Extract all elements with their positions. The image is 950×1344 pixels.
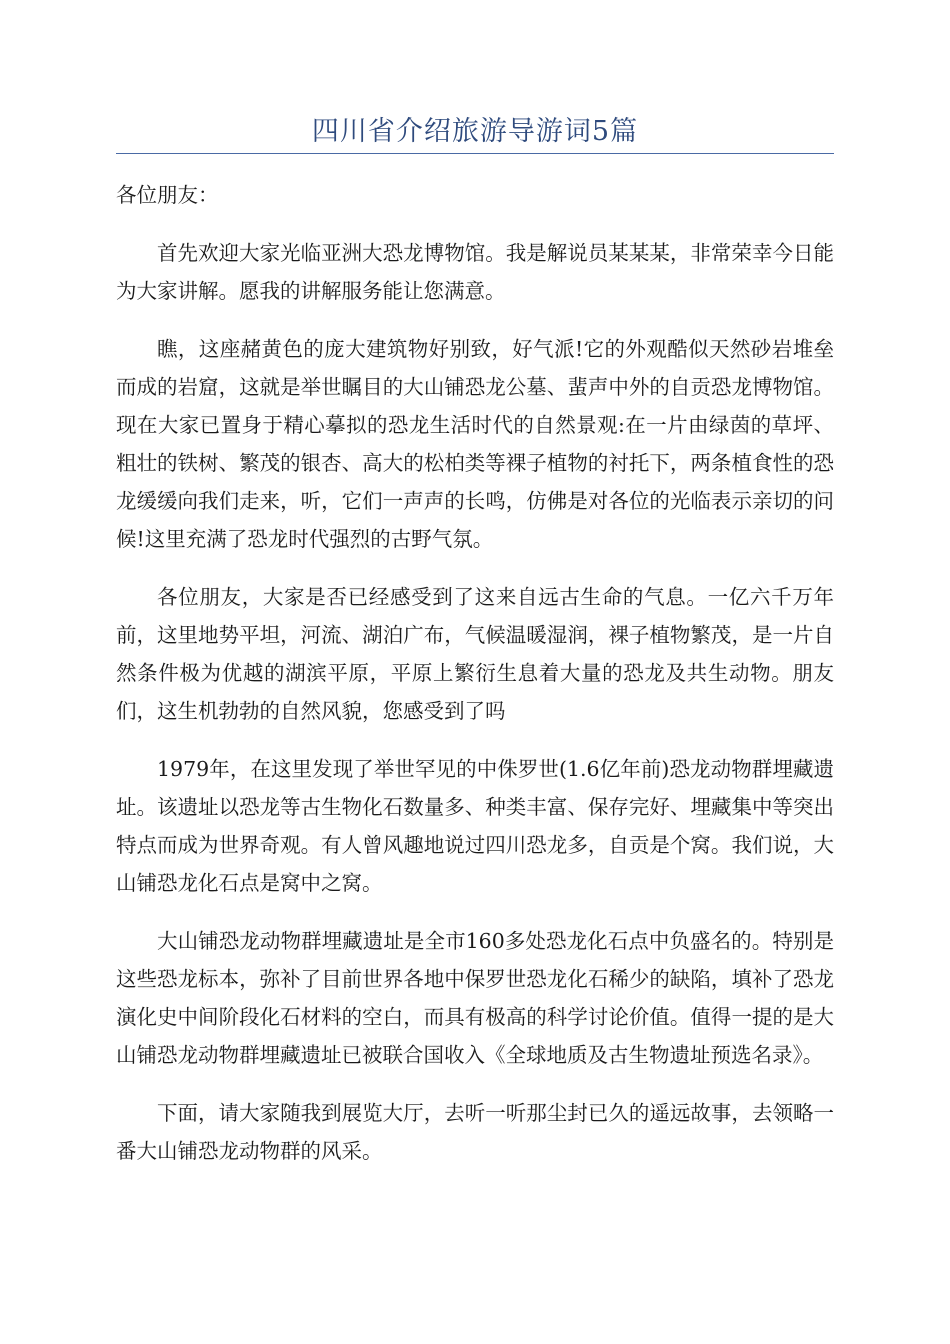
paragraph-discovery-1979: 1979年，在这里发现了举世罕见的中侏罗世(1.6亿年前)恐龙动物群埋藏遗址。该遗址以恐龙等古生物化石数量多、种类丰富、保存完好、埋藏集中等突出特点而成为世界奇观。有人曾风趣地说过四川恐龙多，自贡是个窝。我们说，大山铺恐龙化石点是窝中之窝。 xyxy=(116,757,834,895)
document-body xyxy=(116,176,834,1190)
greeting: 各位朋友： xyxy=(116,183,219,207)
document-title: 四川省介绍旅游导游词5篇 xyxy=(311,116,639,147)
title-underline xyxy=(116,153,834,154)
paragraph-scientific-value: 大山铺恐龙动物群埋藏遗址是全市160多处恐龙化石点中负盛名的。特别是这些恐龙标本，弥补了目前世界各地中保罗世恐龙化石稀少的缺陷，填补了恐龙演化史中间阶段化石材料的空白，而具有极高的科学讨论价值。值得一提的是大山铺恐龙动物群埋藏遗址已被联合国收入《全球地质及古生物遗址预选名录》。 xyxy=(116,929,834,1067)
paragraph-ancient-environment: 各位朋友，大家是否已经感受到了这来自远古生命的气息。一亿六千万年前，这里地势平坦，河流、湖泊广布，气候温暖湿润，裸子植物繁茂，是一片自然条件极为优越的湖滨平原，平原上繁衍生息着大量的恐龙及共生动物。朋友们，这生机勃勃的自然风貌，您感受到了吗 xyxy=(116,585,834,723)
paragraph-exhibition-hall: 下面，请大家随我到展览大厅，去听一听那尘封已久的遥远故事，去领略一番大山铺恐龙动物群的风采。 xyxy=(116,1101,834,1163)
paragraph-museum-exterior: 瞧，这座赭黄色的庞大建筑物好别致，好气派!它的外观酷似天然砂岩堆垒而成的岩窟，这就是举世瞩目的大山铺恐龙公墓、蜚声中外的自贡恐龙博物馆。现在大家已置身于精心摹拟的恐龙生活时代的自然景观:在一片由绿茵的草坪、粗壮的铁树、繁茂的银杏、高大的松柏类等裸子植物的衬托下，两条植食性的恐龙缓缓向我们走来，听，它们一声声的长鸣，仿佛是对各位的光临表示亲切的问候!这里充满了恐龙时代强烈的古野气氛。 xyxy=(116,337,834,551)
paragraph-welcome: 首先欢迎大家光临亚洲大恐龙博物馆。我是解说员某某某，非常荣幸今日能为大家讲解。愿我的讲解服务能让您满意。 xyxy=(116,241,834,303)
